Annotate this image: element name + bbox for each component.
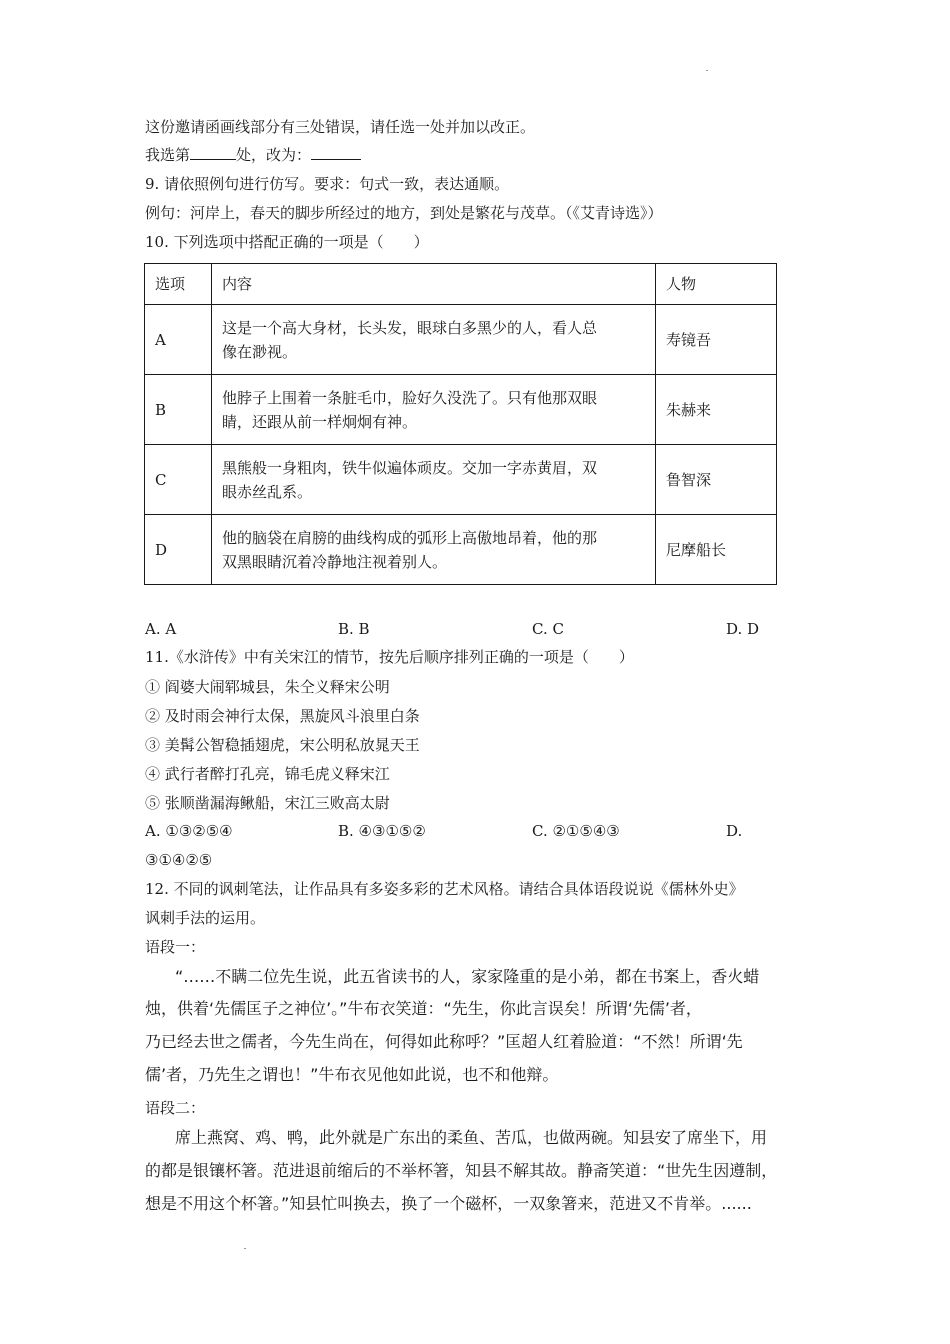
row-option: B — [145, 375, 212, 445]
segment-two-line: 的都是银镶杯箸。范进退前缩后的不举杯箸，知县不解其故。静斋笑道：“世先生因遵制， — [145, 1161, 778, 1180]
q10-options-table — [144, 263, 777, 585]
row-content — [212, 445, 656, 515]
q10-choice-d[interactable]: D. D — [726, 620, 760, 638]
row-option: C — [145, 445, 212, 515]
q11-item: ③ 美髯公智稳插翅虎，宋公明私放晁天王 — [145, 736, 420, 754]
answer-blank-position[interactable] — [190, 144, 236, 160]
row-content-line: 他的脑袋在肩膀的曲线构成的弧形上高傲地昂着，他的那 — [222, 528, 598, 547]
header-content: 内容 — [212, 264, 656, 305]
row-content — [212, 515, 656, 585]
segment-one-line: 乃已经去世之儒者，今先生尚在，何得如此称呼？”匡超人红着脸道：“不然！所谓‘先 — [145, 1032, 743, 1051]
row-content-line: 黑熊般一身粗肉，铁牛似遍体顽皮。交加一字赤黄眉，双 — [222, 458, 598, 477]
answer-line — [145, 144, 361, 166]
q11-choice-a[interactable]: A. ①③②⑤④ — [145, 822, 233, 840]
row-content-line: 睛，还跟从前一样炯炯有神。 — [222, 412, 418, 431]
q10-title: 10. 下列选项中搭配正确的一项是（ ） — [145, 233, 429, 251]
scan-dot — [244, 1248, 246, 1249]
q11-item: ① 阎婆大闹郓城县，朱仝义释宋公明 — [145, 678, 390, 696]
segment-one-line: 儒’者，乃先生之谓也！”牛布衣见他如此说，也不和他辩。 — [145, 1065, 559, 1084]
row-option: A — [145, 305, 212, 375]
table-row — [145, 305, 777, 375]
row-content-line: 这是一个高大身材，长头发，眼球白多黑少的人，看人总 — [222, 318, 598, 337]
row-person: 寿镜吾 — [656, 305, 777, 375]
q10-choice-b[interactable]: B. B — [338, 620, 370, 638]
q11-choice-b[interactable]: B. ④③①⑤② — [338, 822, 426, 840]
row-person: 朱赫来 — [656, 375, 777, 445]
header-option: 选项 — [145, 264, 212, 305]
segment-one-label: 语段一： — [145, 938, 206, 956]
row-content-line: 他脖子上围着一条脏毛巾，脸好久没洗了。只有他那双眼 — [222, 388, 598, 407]
q11-choice-d-continued: ③①④②⑤ — [145, 851, 213, 869]
q11-item: ④ 武行者醉打孔亮，锦毛虎义释宋江 — [145, 765, 390, 783]
segment-two-line: 想是不用这个杯箸。”知县忙叫换去，换了一个磁杯，一双象箸来，范进又不肯举。...... — [145, 1194, 752, 1213]
q11-item: ⑤ 张顺凿漏海鳅船，宋江三败高太尉 — [145, 794, 390, 812]
row-person: 鲁智深 — [656, 445, 777, 515]
q9-title: 9. 请依照例句进行仿写。要求：句式一致，表达通顺。 — [145, 175, 510, 193]
scan-dot — [706, 70, 708, 71]
row-option: D — [145, 515, 212, 585]
row-content-line: 眼赤丝乱系。 — [222, 482, 313, 501]
q11-item: ② 及时雨会神行太保，黑旋风斗浪里白条 — [145, 707, 420, 725]
q12-title-continued: 讽刺手法的运用。 — [145, 909, 266, 927]
q10-choice-c[interactable]: C. C — [532, 620, 564, 638]
table-row — [145, 375, 777, 445]
q11-choice-d[interactable]: D. — [726, 822, 743, 840]
answer-blank-correction[interactable] — [311, 144, 361, 160]
answer-mid: 处，改为： — [236, 146, 312, 164]
row-content — [212, 375, 656, 445]
table-header-row — [145, 264, 777, 305]
q11-title: 11.《水浒传》中有关宋江的情节，按先后顺序排列正确的一项是（ ） — [145, 648, 634, 666]
row-person: 尼摩船长 — [656, 515, 777, 585]
table-row — [145, 515, 777, 585]
q12-title: 12. 不同的讽刺笔法，让作品具有多姿多彩的艺术风格。请结合具体语段说说《儒林外史》 — [145, 880, 744, 898]
q9-example: 例句：河岸上，春天的脚步所经过的地方，到处是繁花与茂草。（《艾青诗选》） — [145, 204, 663, 222]
segment-two-label: 语段二： — [145, 1099, 206, 1117]
segment-one-line: 烛，供着‘先儒匡子之神位’。”牛布衣笑道：“先生，你此言误矣！所谓‘先儒’者， — [145, 999, 702, 1018]
header-person: 人物 — [656, 264, 777, 305]
intro-text: 这份邀请函画线部分有三处错误，请任选一处并加以改正。 — [145, 118, 536, 136]
segment-one-line: “……不瞒二位先生说，此五省读书的人，家家隆重的是小弟，都在书案上，香火蜡 — [175, 967, 760, 986]
row-content — [212, 305, 656, 375]
answer-prefix: 我选第 — [145, 146, 191, 164]
table-row — [145, 445, 777, 515]
row-content-line: 双黑眼睛沉着冷静地注视着别人。 — [222, 552, 448, 571]
q11-choice-c[interactable]: C. ②①⑤④③ — [532, 822, 620, 840]
row-content-line: 像在渺视。 — [222, 342, 298, 361]
q10-choice-a[interactable]: A. A — [145, 620, 177, 638]
segment-two-line: 席上燕窝、鸡、鸭，此外就是广东出的柔鱼、苦瓜，也做两碗。知县安了席坐下，用 — [175, 1128, 768, 1147]
